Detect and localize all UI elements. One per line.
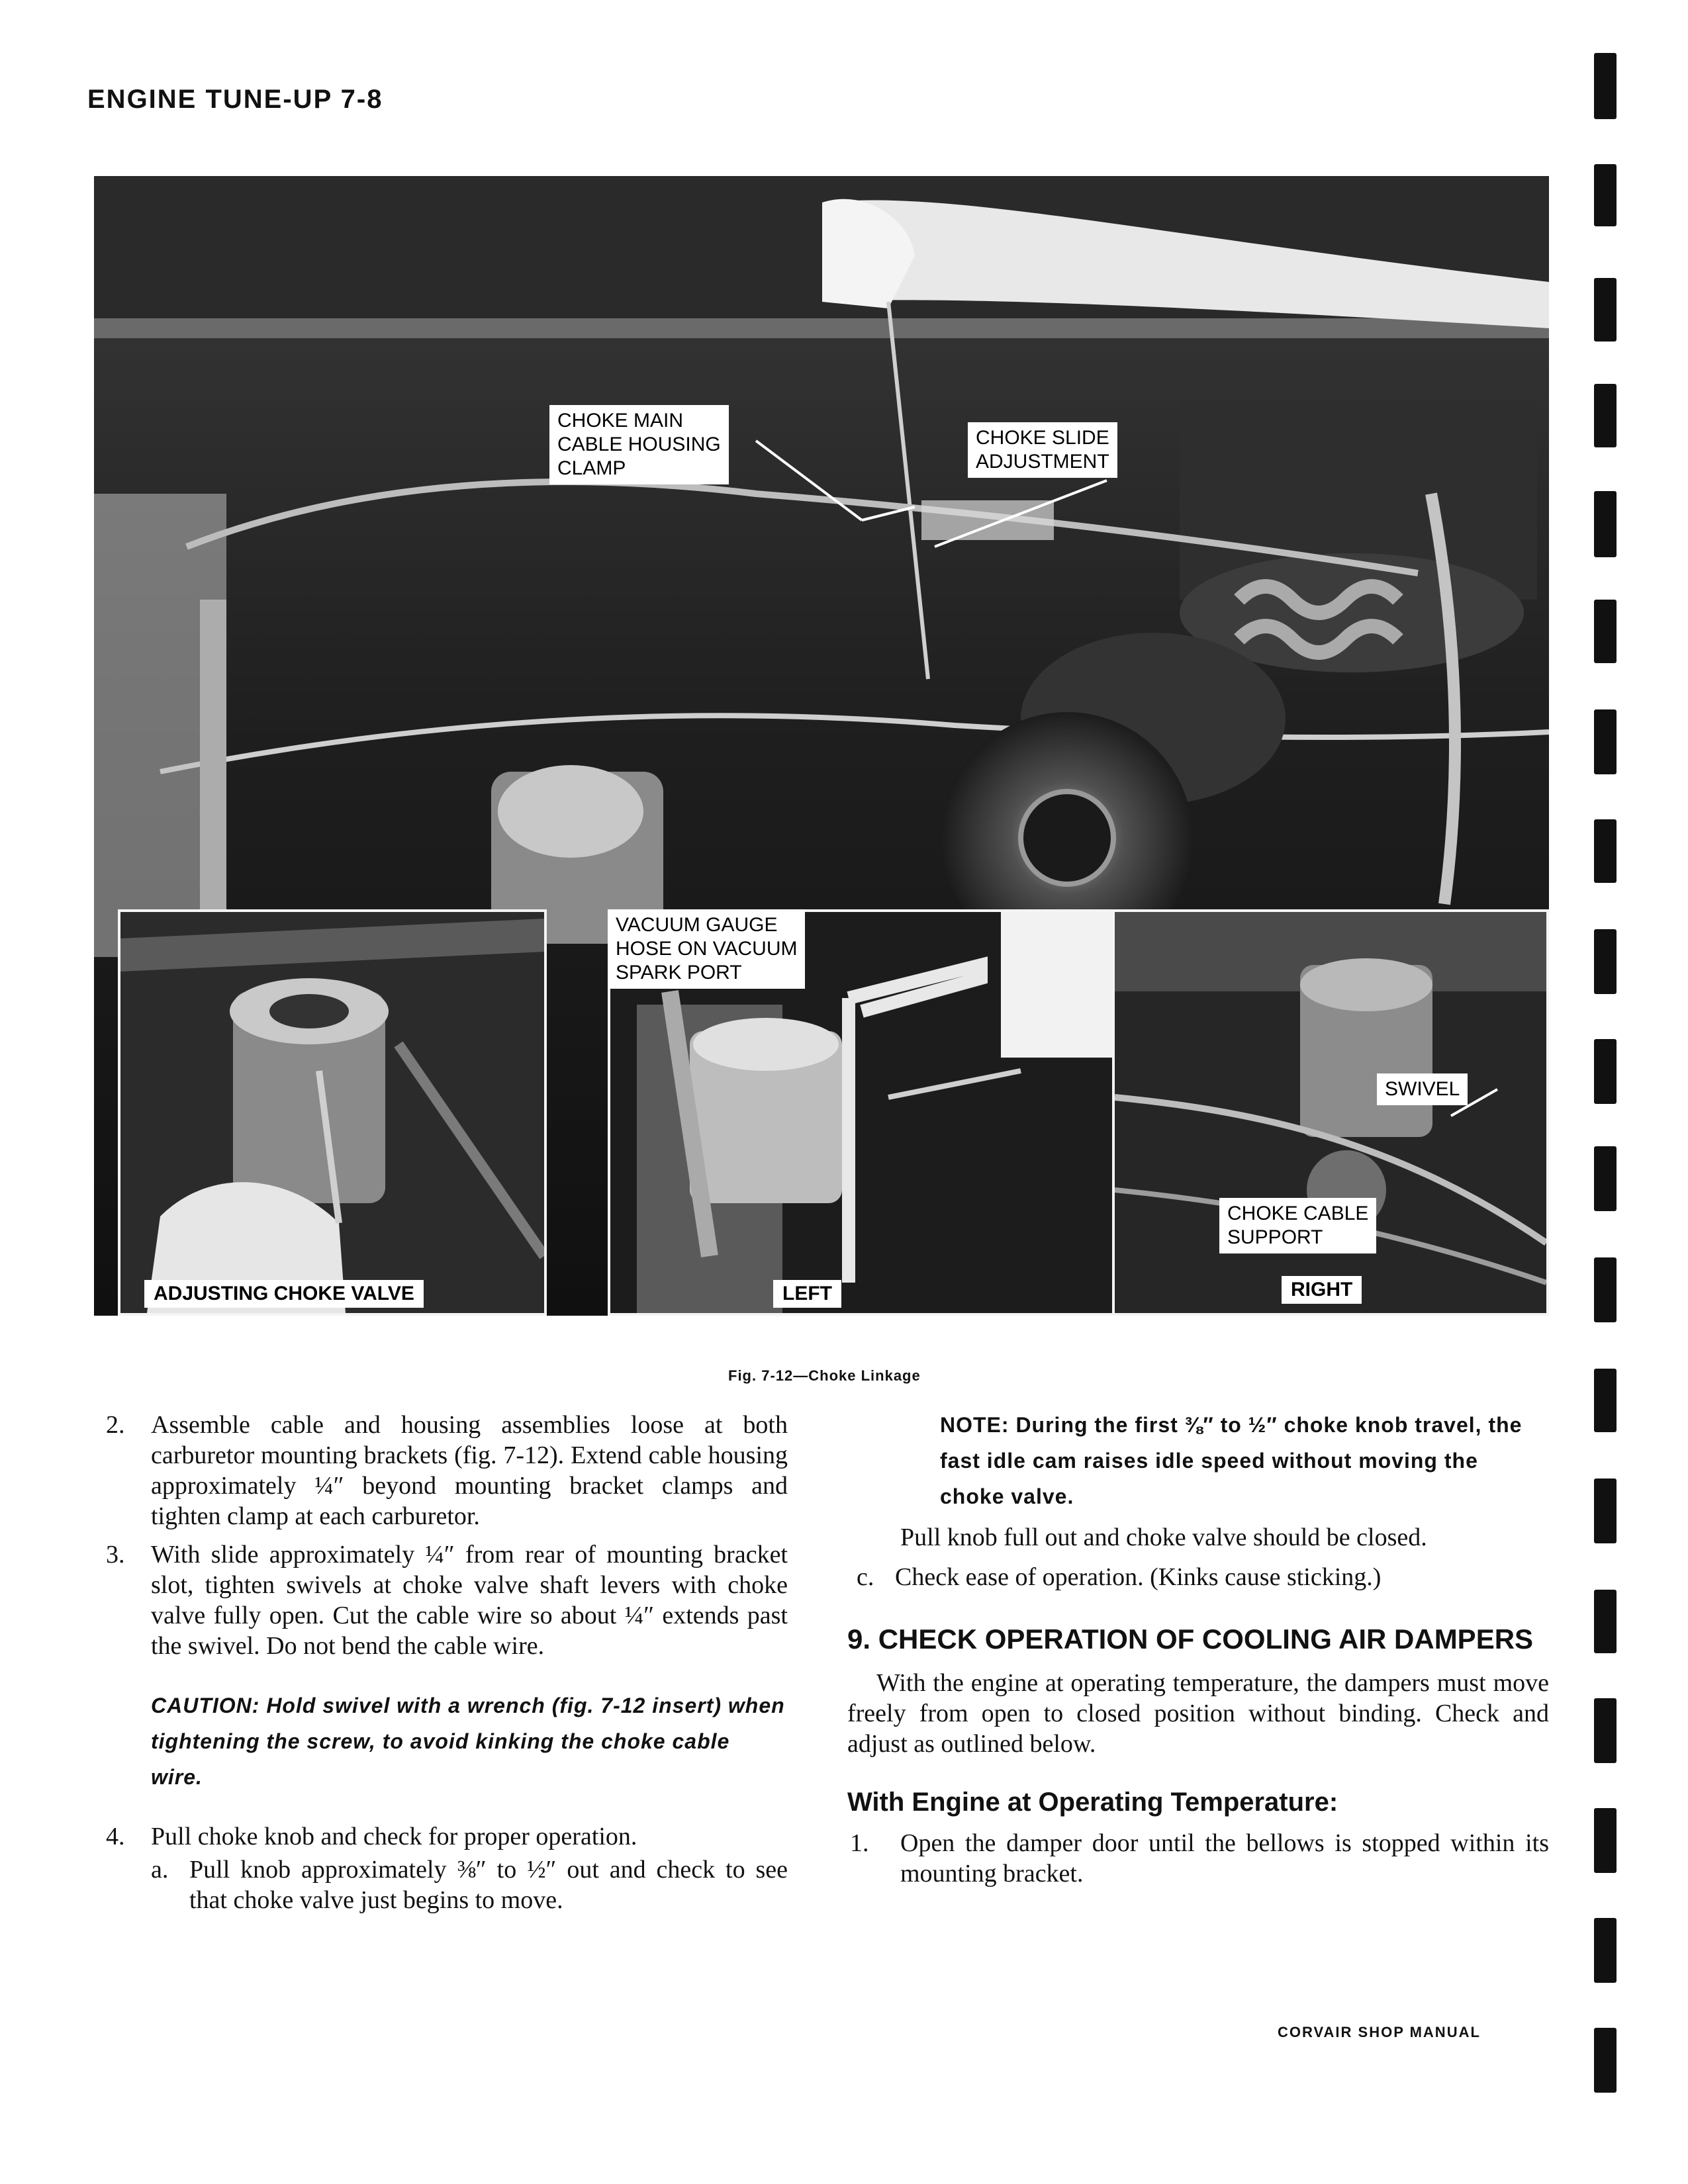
step-3-number: 3. <box>106 1541 125 1569</box>
step-3-text: With slide approximately ¼″ from rear of mounting bracket slot, tighten swivels at choke valve shaft levers with choke valve fully open. Cut the cable wire so about ¼″ extends past the swivel. Do not bend the cable wire. <box>151 1541 788 1660</box>
note-fast-idle: NOTE: During the first ⅜″ to ½″ choke knob travel, the fast idle cam raises idle speed without moving the choke valve. <box>940 1413 1523 1508</box>
subsection-step-1-number: 1. <box>850 1829 869 1857</box>
label-choke-cable-support: CHOKE CABLE SUPPORT <box>1219 1198 1376 1253</box>
binder-marks <box>1594 53 1618 2091</box>
figure-caption: Fig. 7-12—Choke Linkage <box>728 1367 921 1384</box>
label-left: LEFT <box>773 1280 841 1308</box>
step-4a-text: Pull knob approximately ⅜″ to ½″ out and check to see that choke valve just begins to move. <box>189 1856 788 1914</box>
subsection-heading: With Engine at Operating Temperature: <box>847 1788 1338 1817</box>
step-4-text: Pull choke knob and check for proper operation. <box>151 1823 637 1850</box>
step-3 <box>106 1539 788 1661</box>
pull-knob-text: Pull knob full out and choke valve should be closed. <box>900 1524 1427 1551</box>
step-2-number: 2. <box>106 1411 125 1439</box>
step-4 <box>106 1821 788 1852</box>
footer-manual-name: CORVAIR SHOP MANUAL <box>1278 2024 1481 2040</box>
subsection-step-1-text: Open the damper door until the bellows is stopped within its mounting bracket. <box>900 1829 1549 1888</box>
section-9-body: With the engine at operating temperature, the dampers must move freely from open to closed position without binding. Check and adjust as outlined below. <box>847 1669 1549 1758</box>
callout-leaders <box>94 176 1549 1316</box>
right-column <box>847 1410 1549 1897</box>
step-4a <box>151 1854 788 1915</box>
subsection-step-1 <box>850 1828 1549 1889</box>
page-header-title: ENGINE TUNE-UP 7-8 <box>87 85 383 114</box>
label-vacuum-gauge: VACUUM GAUGE HOSE ON VACUUM SPARK PORT <box>608 909 805 989</box>
step-2 <box>106 1410 788 1531</box>
section-9-heading: 9. CHECK OPERATION OF COOLING AIR DAMPERS <box>847 1623 1534 1655</box>
label-right: RIGHT <box>1282 1276 1362 1304</box>
step-4a-letter: a. <box>151 1856 169 1884</box>
step-c-text: Check ease of operation. (Kinks cause sticking.) <box>895 1563 1382 1591</box>
left-column <box>106 1410 788 1923</box>
label-choke-main-clamp: CHOKE MAIN CABLE HOUSING CLAMP <box>549 405 729 484</box>
label-adjusting-choke-valve: ADJUSTING CHOKE VALVE <box>144 1280 424 1308</box>
caution-note: CAUTION: Hold swivel with a wrench (fig. 7-12 insert) when tightening the screw, to avoid kinking the choke cable wire. <box>151 1694 785 1789</box>
label-swivel: SWIVEL <box>1377 1073 1468 1105</box>
choke-linkage-figure <box>94 176 1549 1316</box>
step-4-number: 4. <box>106 1823 125 1850</box>
step-2-text: Assemble cable and housing assemblies loose at both carburetor mounting brackets (fig. 7-12). Extend cable housing approximately ¼″ beyond mounting bracket clamps and tighten clamp at each carburetor. <box>151 1411 788 1530</box>
label-choke-slide: CHOKE SLIDE ADJUSTMENT <box>968 422 1117 478</box>
step-c <box>857 1562 1549 1592</box>
step-c-letter: c. <box>857 1563 874 1591</box>
